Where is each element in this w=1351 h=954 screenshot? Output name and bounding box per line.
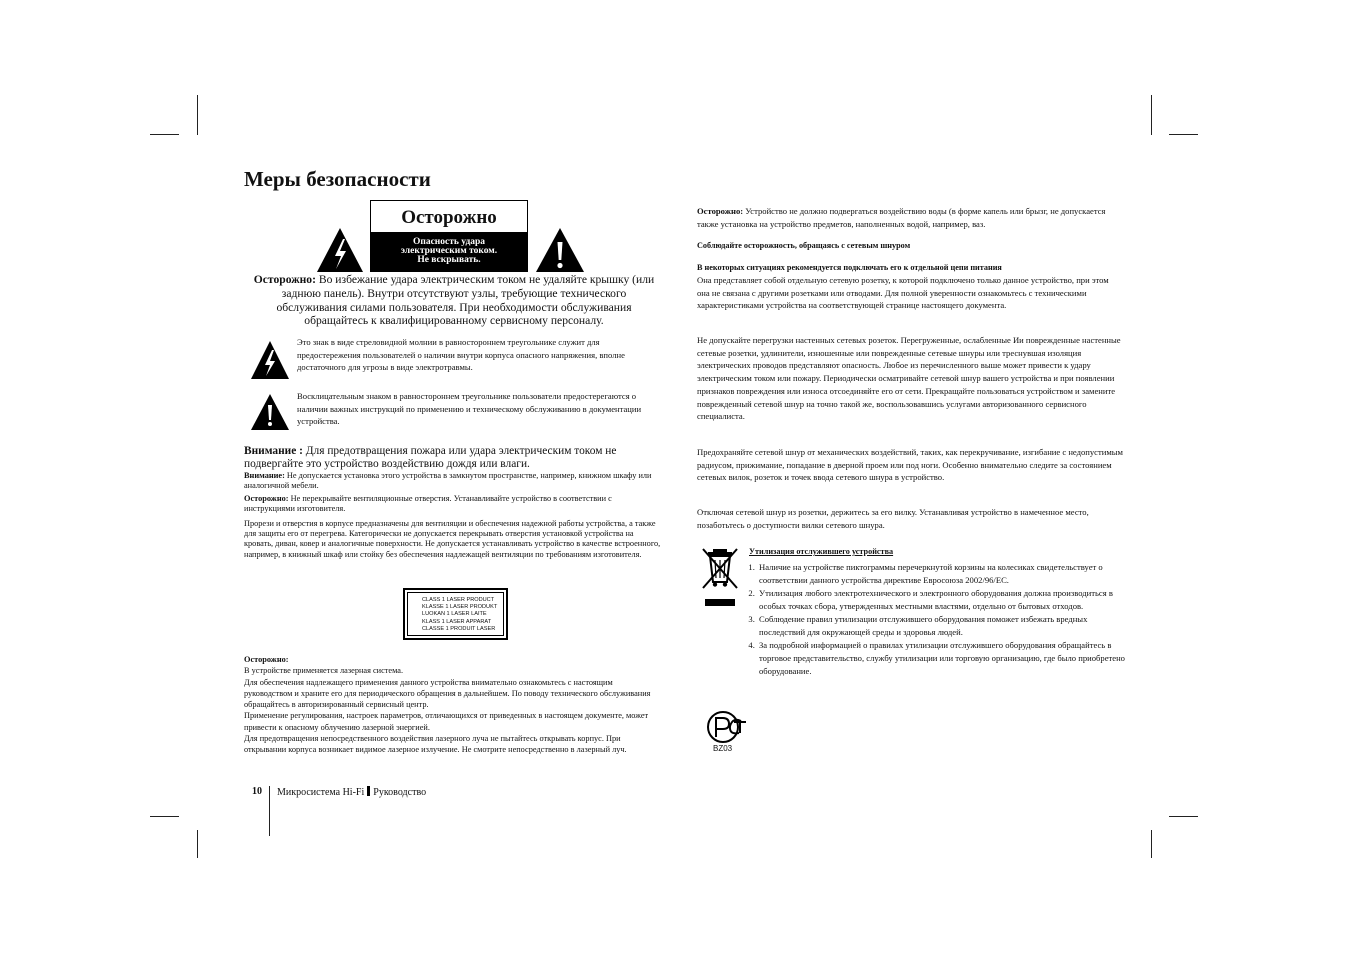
attention-text: Для предотвращения пожара или удара электрическим током не подвергайте это устройство воздействию дождя или влаги. [244, 445, 617, 470]
laser-label-line: KLASSE 1 LASER PRODUKT [422, 604, 498, 611]
laser-caution-line: Для обеспечения надлежащего применения данного устройства внимательно ознакомьтесь с настоящим руководством и храните его для периодического обращения в дальнейшем. По поводу технического обслуживания обращайтесь в авторизированный сервисный центр. [244, 677, 651, 710]
caution-text: Во избежание удара электрическим током не удаляйте крышку (или заднюю панель). Внутри отсутствуют узлы, требующие технического обслуживания силами пользователя. При необходимости обслуживания обращайтесь к квалифицированному сервисному персоналу. [276, 273, 655, 328]
footer-divider [269, 786, 270, 836]
overload-paragraph: Не допускайте перегрузки настенных сетевых розеток. Перегруженные, ослабленные Ии поврежденные настенные сетевые розетки, удлинители, изношенные или поврежденные сетевые шнуры или треснувшая изоляция электрических проводов представляют опасность. Любое из перечисленного выше может привести к удару электрическим током или пожару. Периодически осматривайте сетевой шнур вашего устройства и при появлении признаков повреждения или износа отсоединяйте его от сети. Прекращайте пользоваться устройством и замените поврежденный сетевой шнур на точно такой же, воспользовавшись услугами авторизованного сервисного специалиста. [697, 335, 1121, 422]
protect-cord-paragraph: Предохраняйте сетевой шнур от механических воздействий, таких, как перекручивание, изгибание с недопустимым радиусом, прижимание, попадание в дверной проем или под ноги. Особенно внимательно следите за состоянием сетевых вилок, розеток и точек ввода сетевого шнура в устройство. [697, 447, 1123, 483]
footer-title [277, 786, 426, 799]
crop-mark [197, 830, 198, 858]
crop-mark [150, 816, 179, 817]
footer-product: Микросистема Hi-Fi [277, 787, 365, 798]
crop-mark [197, 95, 198, 135]
lightning-warning-icon [316, 227, 364, 273]
caution-box-line: Опасность удара [412, 237, 486, 247]
caution-label: Осторожно: [244, 494, 289, 503]
caution-main-paragraph [250, 273, 658, 328]
attention-label: Внимание : [244, 445, 303, 457]
crop-mark [1151, 95, 1152, 135]
laser-label-line: CLASS 1 LASER PRODUCT [422, 597, 495, 603]
disposal-list [741, 561, 1135, 678]
caution-box-band [371, 232, 527, 271]
page-title: Меры безопасности [244, 167, 431, 191]
exclamation-note: Восклицательным знаком в равностороннем треугольнике пользователи предостерегаются о наличии важных инструкций по применению и техническому обслуживанию в документации устройства. [297, 391, 642, 427]
caution-box-line: Не вскрывать. [417, 255, 481, 265]
exclamation-warning-icon [535, 227, 585, 273]
laser-label-line: LUOKAN 1 LASER LAITE [422, 611, 487, 618]
lightning-note: Это знак в виде стреловидной молнии в равностороннем треугольнике служит для предостережения пользователей о наличии внутри корпуса опасного напряжения, вполне достаточного для угрозы в виде электротравмы. [297, 337, 625, 373]
unplug-paragraph: Отключая сетевой шнур из розетки, держитесь за его вилку. Устанавливая устройство в намеченное место, позаботьтесь о доступности вилки сетевого шнура. [697, 507, 1089, 530]
laser-product-label [403, 588, 508, 640]
caution-box [370, 200, 528, 272]
caution-text: Не перекрывайте вентиляционные отверстия. Устанавливайте устройство в соответствии с инструкциями изготовителя. [244, 494, 612, 514]
caution-box-heading: Осторожно [401, 207, 497, 228]
crop-mark [1151, 830, 1152, 858]
certification-code: BZ03 [713, 744, 733, 753]
crossed-bin-icon [700, 546, 740, 606]
laser-caution-block [244, 654, 662, 756]
list-item: 3. Соблюдение правил утилизации отслужившего оборудования поможет избежать вредных последствий для окружающей среды и здоровья людей. [757, 613, 1135, 639]
water-caution-paragraph [697, 205, 1125, 230]
caution-vent-paragraph [244, 494, 662, 514]
laser-caution-label: Осторожно: [244, 655, 289, 664]
cord-heading: Соблюдайте осторожность, обращаясь с сетевым шнуром [697, 241, 911, 250]
attention-text: Не допускается установка этого устройства в замкнутом пространстве, например, книжном шкафу или аналогичной мебели. [244, 471, 652, 491]
caution-label: Осторожно: [697, 206, 744, 216]
disposal-heading: Утилизация отслужившего устройства [749, 547, 894, 556]
lightning-warning-icon [250, 340, 290, 380]
circuit-heading: В некоторых ситуациях рекомендуется подключать его к отдельной цепи питания [697, 263, 1002, 272]
crop-mark [150, 134, 179, 135]
crop-mark [1169, 816, 1198, 817]
list-item: 2. Утилизация любого электротехнического и электронного оборудования должна производиться в особых точках сбора, утвержденных местными властями, отдельно от бытовых отходов. [757, 587, 1135, 613]
list-item: 4. За подробной информацией о правилах утилизации отслужившего оборудования обращайтесь в торговое представительство, службу утилизации или торговую организацию, где было приобретено оборудование. [757, 639, 1135, 678]
laser-caution-line: Применение регулирования, настроек параметров, отличающихся от приведенных в настоящем документе, может привести к опасному облучению лазерной энергией. [244, 711, 649, 732]
ventilation-paragraph: Прорези и отверстия в корпусе предназначены для вентиляции и обеспечения надежной работы устройства, а также для защиты его от перегрева. Категорически не допускается перекрывать отверстия установкой устройства на кровать, диван, ковер и аналогичные поверхности. Не допускается устанавливать устройство в качестве встроенного, например, в книжный шкаф или стойку без обеспечения надлежащей вентиляции по требованиям изготовителя. [244, 519, 661, 559]
circuit-paragraph: Она представляет собой отдельную сетевую розетку, к которой подключено только данное устройство, при этом она не связана с другими розетками или отводами. Для полной уверенности ознакомьтесь с техническими характеристиками устройства на соответствующей странице настоящего документа. [697, 275, 1109, 311]
caution-text: Устройство не должно подвергаться воздействию воды (в форме капель или брызг, не допускается также установка на устройство предметов, наполненных водой, например, ваз. [697, 206, 1106, 229]
attention-label: Внимание: [244, 471, 285, 480]
exclamation-warning-icon [250, 393, 290, 431]
crop-mark [1169, 134, 1198, 135]
page-number: 10 [252, 786, 262, 797]
laser-caution-line: В устройстве применяется лазерная система. [244, 666, 404, 676]
footer-manual: Руководство [373, 787, 427, 798]
attention-paragraph [244, 445, 662, 471]
laser-label-line: KLASS 1 LASER APPARAT [422, 618, 492, 625]
caution-label: Осторожно: [253, 273, 316, 286]
laser-label-line: CLASSE 1 PRODUIT LASER [422, 625, 496, 632]
caution-box-line: электрическим током. [400, 246, 498, 256]
laser-caution-line: Для предотвращения непосредственного воздействия лазерного луча не пытайтесь открывать корпус. При открывании корпуса возникает видимое лазерное излучение. Не смотрите непосредственно в лазерный луч. [244, 734, 627, 755]
attention-cabinet-paragraph [244, 471, 662, 491]
list-item: 1. Наличие на устройстве пиктограммы перечеркнутой корзины на колесиках свидетельствует о соответствии данного устройства директиве Евросоюза 2002/96/EC. [757, 561, 1135, 587]
